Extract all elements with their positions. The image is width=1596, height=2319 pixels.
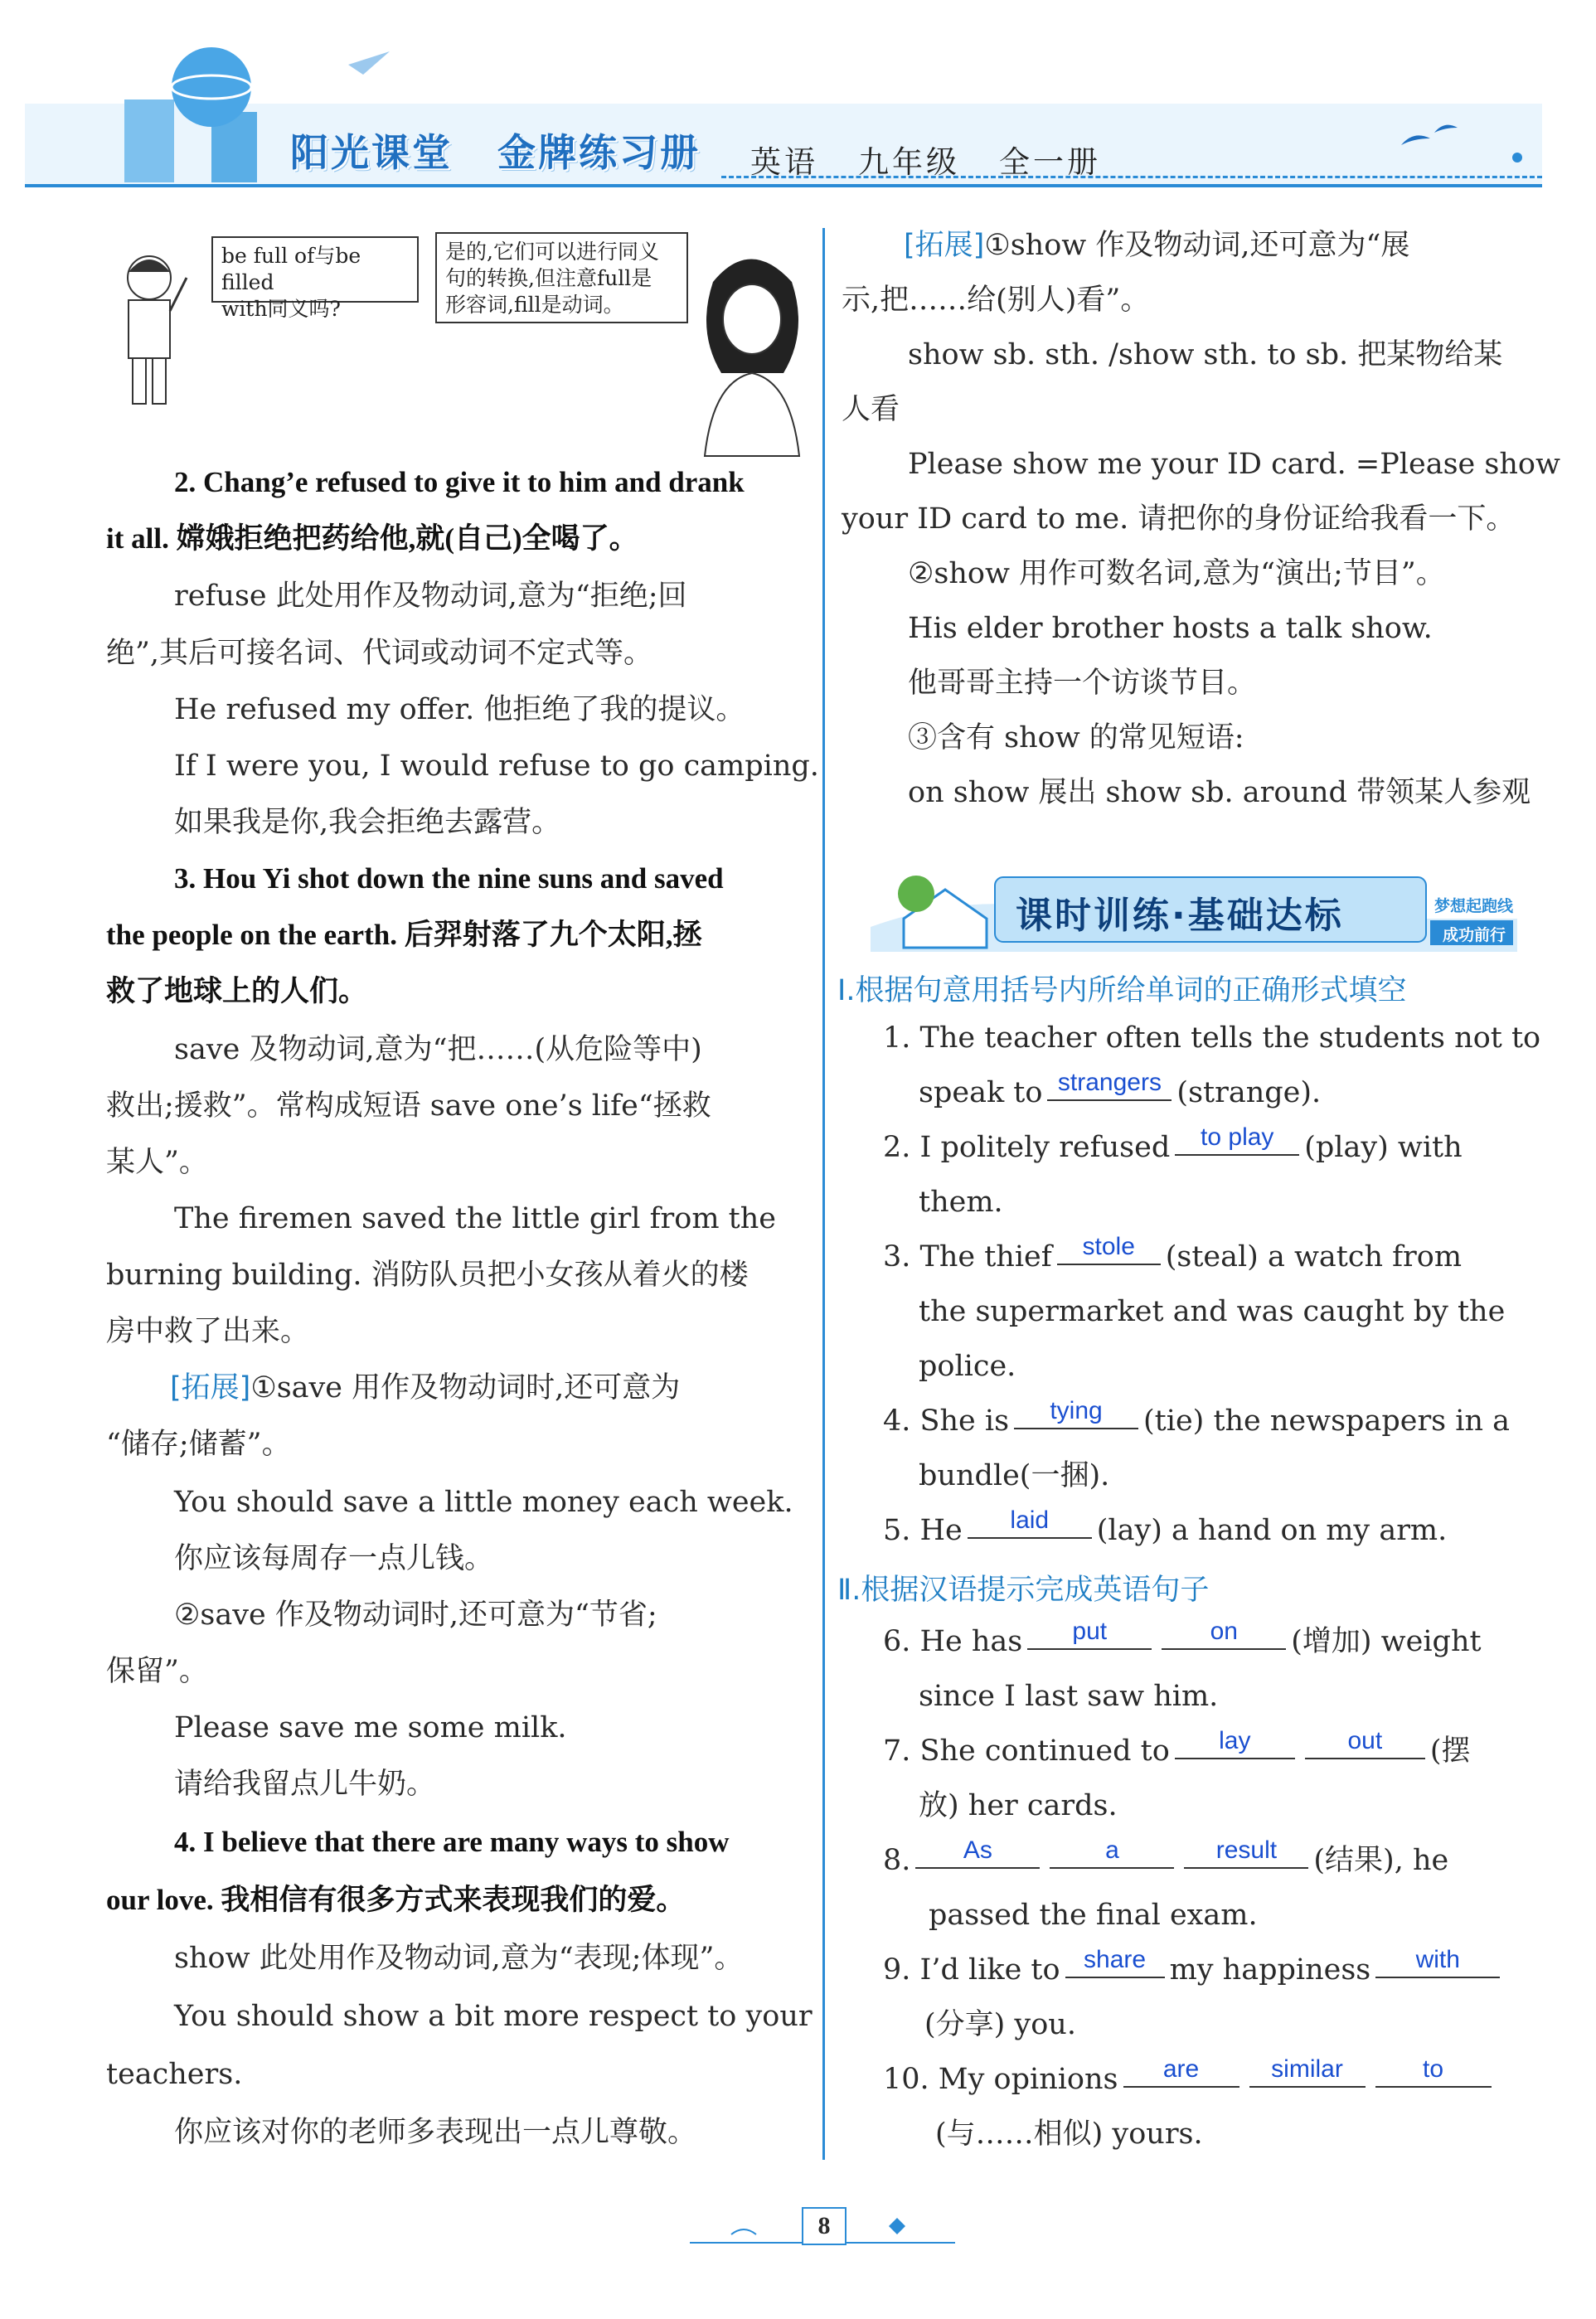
answer-blank[interactable]: similar: [1249, 2053, 1366, 2088]
answer-blank[interactable]: out: [1305, 1725, 1425, 1759]
question-text: (steal) a watch from: [1165, 1240, 1463, 1274]
volume-label: 全一册: [999, 144, 1101, 180]
question-text: (tie) the newspapers in a: [1143, 1404, 1510, 1438]
answer-blank[interactable]: share: [1065, 1943, 1165, 1978]
question-10-line1: [883, 2051, 1497, 2108]
item4-title-line1: 4. I believe that there are many ways to show: [174, 1826, 730, 1858]
body-line: The firemen saved the little girl from the: [174, 1202, 776, 1235]
body-line: on show 展出 show sb. around 带领某人参观: [908, 776, 1531, 809]
question-text: 2. I politely refused: [883, 1131, 1171, 1164]
answer-blank[interactable]: with: [1375, 1943, 1500, 1978]
question-text: 5. He: [883, 1514, 963, 1547]
question-1-line1: 1. The teacher often tells the students not to: [883, 1021, 1541, 1055]
boy-illustration: [104, 216, 195, 406]
body-line: ②show 用作可数名词,意为“演出;节目”。: [908, 557, 1445, 590]
body-line: 示,把……给(别人)看”。: [842, 284, 1150, 317]
header-rule: [25, 184, 1542, 187]
question-text: (play) with: [1304, 1131, 1463, 1164]
question-2-line1: [883, 1119, 1463, 1176]
page-header: [0, 0, 1596, 216]
girl-illustration: [680, 249, 821, 464]
item3-title-line1: 3. Hou Yi shot down the nine suns and saved: [174, 862, 724, 895]
answer-blank[interactable]: strangers: [1047, 1066, 1172, 1101]
expand-line: [170, 1360, 680, 1416]
question-10-line2: (与……相似) yours.: [935, 2118, 1203, 2151]
question-text: 3. The thief: [883, 1240, 1052, 1274]
page-number: 8: [802, 2207, 847, 2245]
bubble-line: with同义吗?: [221, 297, 341, 321]
banner-slogan-2: 成功前行: [1443, 926, 1506, 944]
speech-bubble-answer: [435, 232, 688, 323]
subject-label: 英语: [750, 144, 818, 180]
answer-blank[interactable]: laid: [968, 1504, 1092, 1539]
question-7-line2: 放) her cards.: [919, 1789, 1118, 1822]
question-3-line1: [883, 1229, 1462, 1285]
body-line: 如果我是你,我会拒绝去露营。: [174, 806, 561, 839]
expand-tag: [拓展]: [904, 229, 985, 262]
question-4-line2: bundle(一捆).: [919, 1459, 1110, 1492]
answer-blank[interactable]: result: [1184, 1834, 1308, 1869]
book-title-2: 金牌练习册: [497, 130, 701, 175]
body-line: show 此处用作及物动词,意为“表现;体现”。: [174, 1942, 744, 1975]
answer-blank[interactable]: on: [1162, 1615, 1286, 1650]
book-title-1: 阳光课堂: [290, 130, 453, 175]
column-divider: [822, 228, 825, 2160]
question-text: 4. She is: [883, 1404, 1010, 1438]
question-text: (增加) weight: [1291, 1625, 1482, 1658]
body-line: 绝”,其后可接名词、代词或动词不定式等。: [106, 637, 653, 670]
body-line: You should save a little money each week.: [174, 1486, 793, 1519]
question-text: (结果), he: [1313, 1844, 1449, 1877]
grade-label: 九年级: [858, 144, 960, 180]
speech-bubble-question: [211, 236, 419, 321]
question-text: (strange).: [1176, 1076, 1322, 1109]
answer-blank[interactable]: to play: [1175, 1121, 1299, 1156]
section-heading-1: Ⅰ.根据句意用括号内所给单词的正确形式填空: [837, 974, 1407, 1007]
answer-blank[interactable]: lay: [1175, 1725, 1295, 1759]
question-3-line2: the supermarket and was caught by the: [919, 1295, 1506, 1328]
question-text: 9. I’d like to: [883, 1953, 1060, 1987]
bubble-line: be full of与be filled: [221, 244, 361, 294]
answer-blank[interactable]: tying: [1014, 1395, 1138, 1429]
question-2-line2: them.: [919, 1186, 1003, 1219]
question-text: 10. My opinions: [883, 2063, 1118, 2096]
answer-blank[interactable]: are: [1123, 2053, 1239, 2088]
item2-title-line2: it all. 嫦娥拒绝把药给他,就(自己)全喝了。: [106, 522, 638, 555]
question-text: 8.: [883, 1844, 911, 1877]
banner-title: 课时训练·基础达标: [1016, 895, 1344, 937]
body-line: 你应该每周存一点儿钱。: [174, 1542, 494, 1575]
question-6-line2: since I last saw him.: [919, 1680, 1219, 1713]
question-9-line2: (分享) you.: [924, 2008, 1076, 2041]
body-line: 请给我留点儿牛奶。: [174, 1768, 436, 1801]
bubble-line: 形容词,fill是动词。: [445, 293, 624, 317]
expand-line: [904, 217, 1409, 274]
bubble-line: 句的转换,但注意full是: [445, 266, 652, 290]
body-line: He refused my offer. 他拒绝了我的提议。: [174, 693, 745, 726]
tree-icon: [898, 876, 934, 912]
question-6-line1: [883, 1613, 1482, 1670]
question-4-line1: [883, 1393, 1510, 1449]
body-line: 救出;援救”。常构成短语 save one’s life“拯救: [106, 1089, 711, 1123]
globe-icon: [172, 47, 251, 127]
answer-blank[interactable]: put: [1027, 1615, 1152, 1650]
answer-blank[interactable]: to: [1375, 2053, 1492, 2088]
body-line: your ID card to me. 请把你的身份证给我看一下。: [842, 502, 1516, 536]
question-text: my happiness: [1169, 1953, 1371, 1987]
question-8-line1: [883, 1832, 1448, 1889]
body-line: 某人”。: [106, 1146, 208, 1179]
item3-title-line3: 救了地球上的人们。: [106, 975, 368, 1007]
body-line: 人看: [842, 393, 900, 426]
pinwheel-icon: [889, 2218, 905, 2234]
question-8-line2: passed the final exam.: [929, 1899, 1258, 1932]
body-line: You should show a bit more respect to your: [174, 2000, 813, 2033]
answer-blank[interactable]: As: [915, 1834, 1040, 1869]
item2-title-line1: 2. Chang’e refused to give it to him and drank: [174, 466, 745, 498]
section-banner: [871, 869, 1517, 952]
body-line: refuse 此处用作及物动词,意为“拒绝;回: [174, 580, 687, 613]
section-heading-2: Ⅱ.根据汉语提示完成英语句子: [837, 1574, 1210, 1607]
question-text: (lay) a hand on my arm.: [1096, 1514, 1448, 1547]
body-line: burning building. 消防队员把小女孩从着火的楼: [106, 1259, 749, 1292]
question-text: 7. She continued to: [883, 1734, 1170, 1768]
body-line: 房中救了出来。: [106, 1315, 310, 1348]
body-line: show sb. sth. /show sth. to sb. 把某物给某: [908, 338, 1503, 371]
header-decoration: [0, 0, 1596, 216]
body-line: 你应该对你的老师多表现出一点儿尊敬。: [174, 2116, 697, 2149]
header-dashed-rule: [721, 176, 1542, 178]
item4-title-line2: our love. 我相信有很多方式来表现我们的爱。: [106, 1884, 686, 1916]
body-line: 他哥哥主持一个访谈节目。: [908, 667, 1257, 700]
question-7-line1: [883, 1723, 1470, 1779]
body-line: ②save 作及物动词时,还可意为“节省;: [174, 1599, 657, 1632]
question-9-line1: [883, 1942, 1505, 1998]
body-line: “储存;储蓄”。: [106, 1428, 291, 1461]
body-line: 保留”。: [106, 1655, 208, 1688]
expand-text: ①show 作及物动词,还可意为“展: [984, 229, 1410, 262]
question-text: 6. He has: [883, 1625, 1023, 1658]
body-line: ③含有 show 的常见短语:: [908, 721, 1244, 754]
question-5-line1: [883, 1502, 1447, 1559]
expand-text: ①save 用作及物动词时,还可意为: [250, 1371, 681, 1404]
item3-title-line2: the people on the earth. 后羿射落了九个太阳,拯: [106, 919, 702, 951]
expand-tag: [拓展]: [170, 1371, 251, 1404]
body-line: save 及物动词,意为“把……(从危险等中): [174, 1033, 702, 1066]
body-line: His elder brother hosts a talk show.: [908, 612, 1433, 645]
body-line: If I were you, I would refuse to go camping.: [174, 750, 819, 783]
question-1-line2: [919, 1065, 1321, 1121]
body-line: Please show me your ID card. =Please show: [908, 448, 1560, 481]
question-text: speak to: [919, 1076, 1043, 1109]
banner-slogan-1: 梦想起跑线: [1434, 897, 1514, 915]
answer-blank[interactable]: stole: [1057, 1230, 1161, 1265]
question-3-line3: police.: [919, 1350, 1016, 1383]
bubble-line: 是的,它们可以进行同义: [445, 240, 659, 264]
question-text: (摆: [1429, 1734, 1471, 1768]
body-line: Please save me some milk.: [174, 1711, 567, 1744]
answer-blank[interactable]: a: [1050, 1834, 1174, 1869]
body-line: teachers.: [106, 2058, 243, 2091]
